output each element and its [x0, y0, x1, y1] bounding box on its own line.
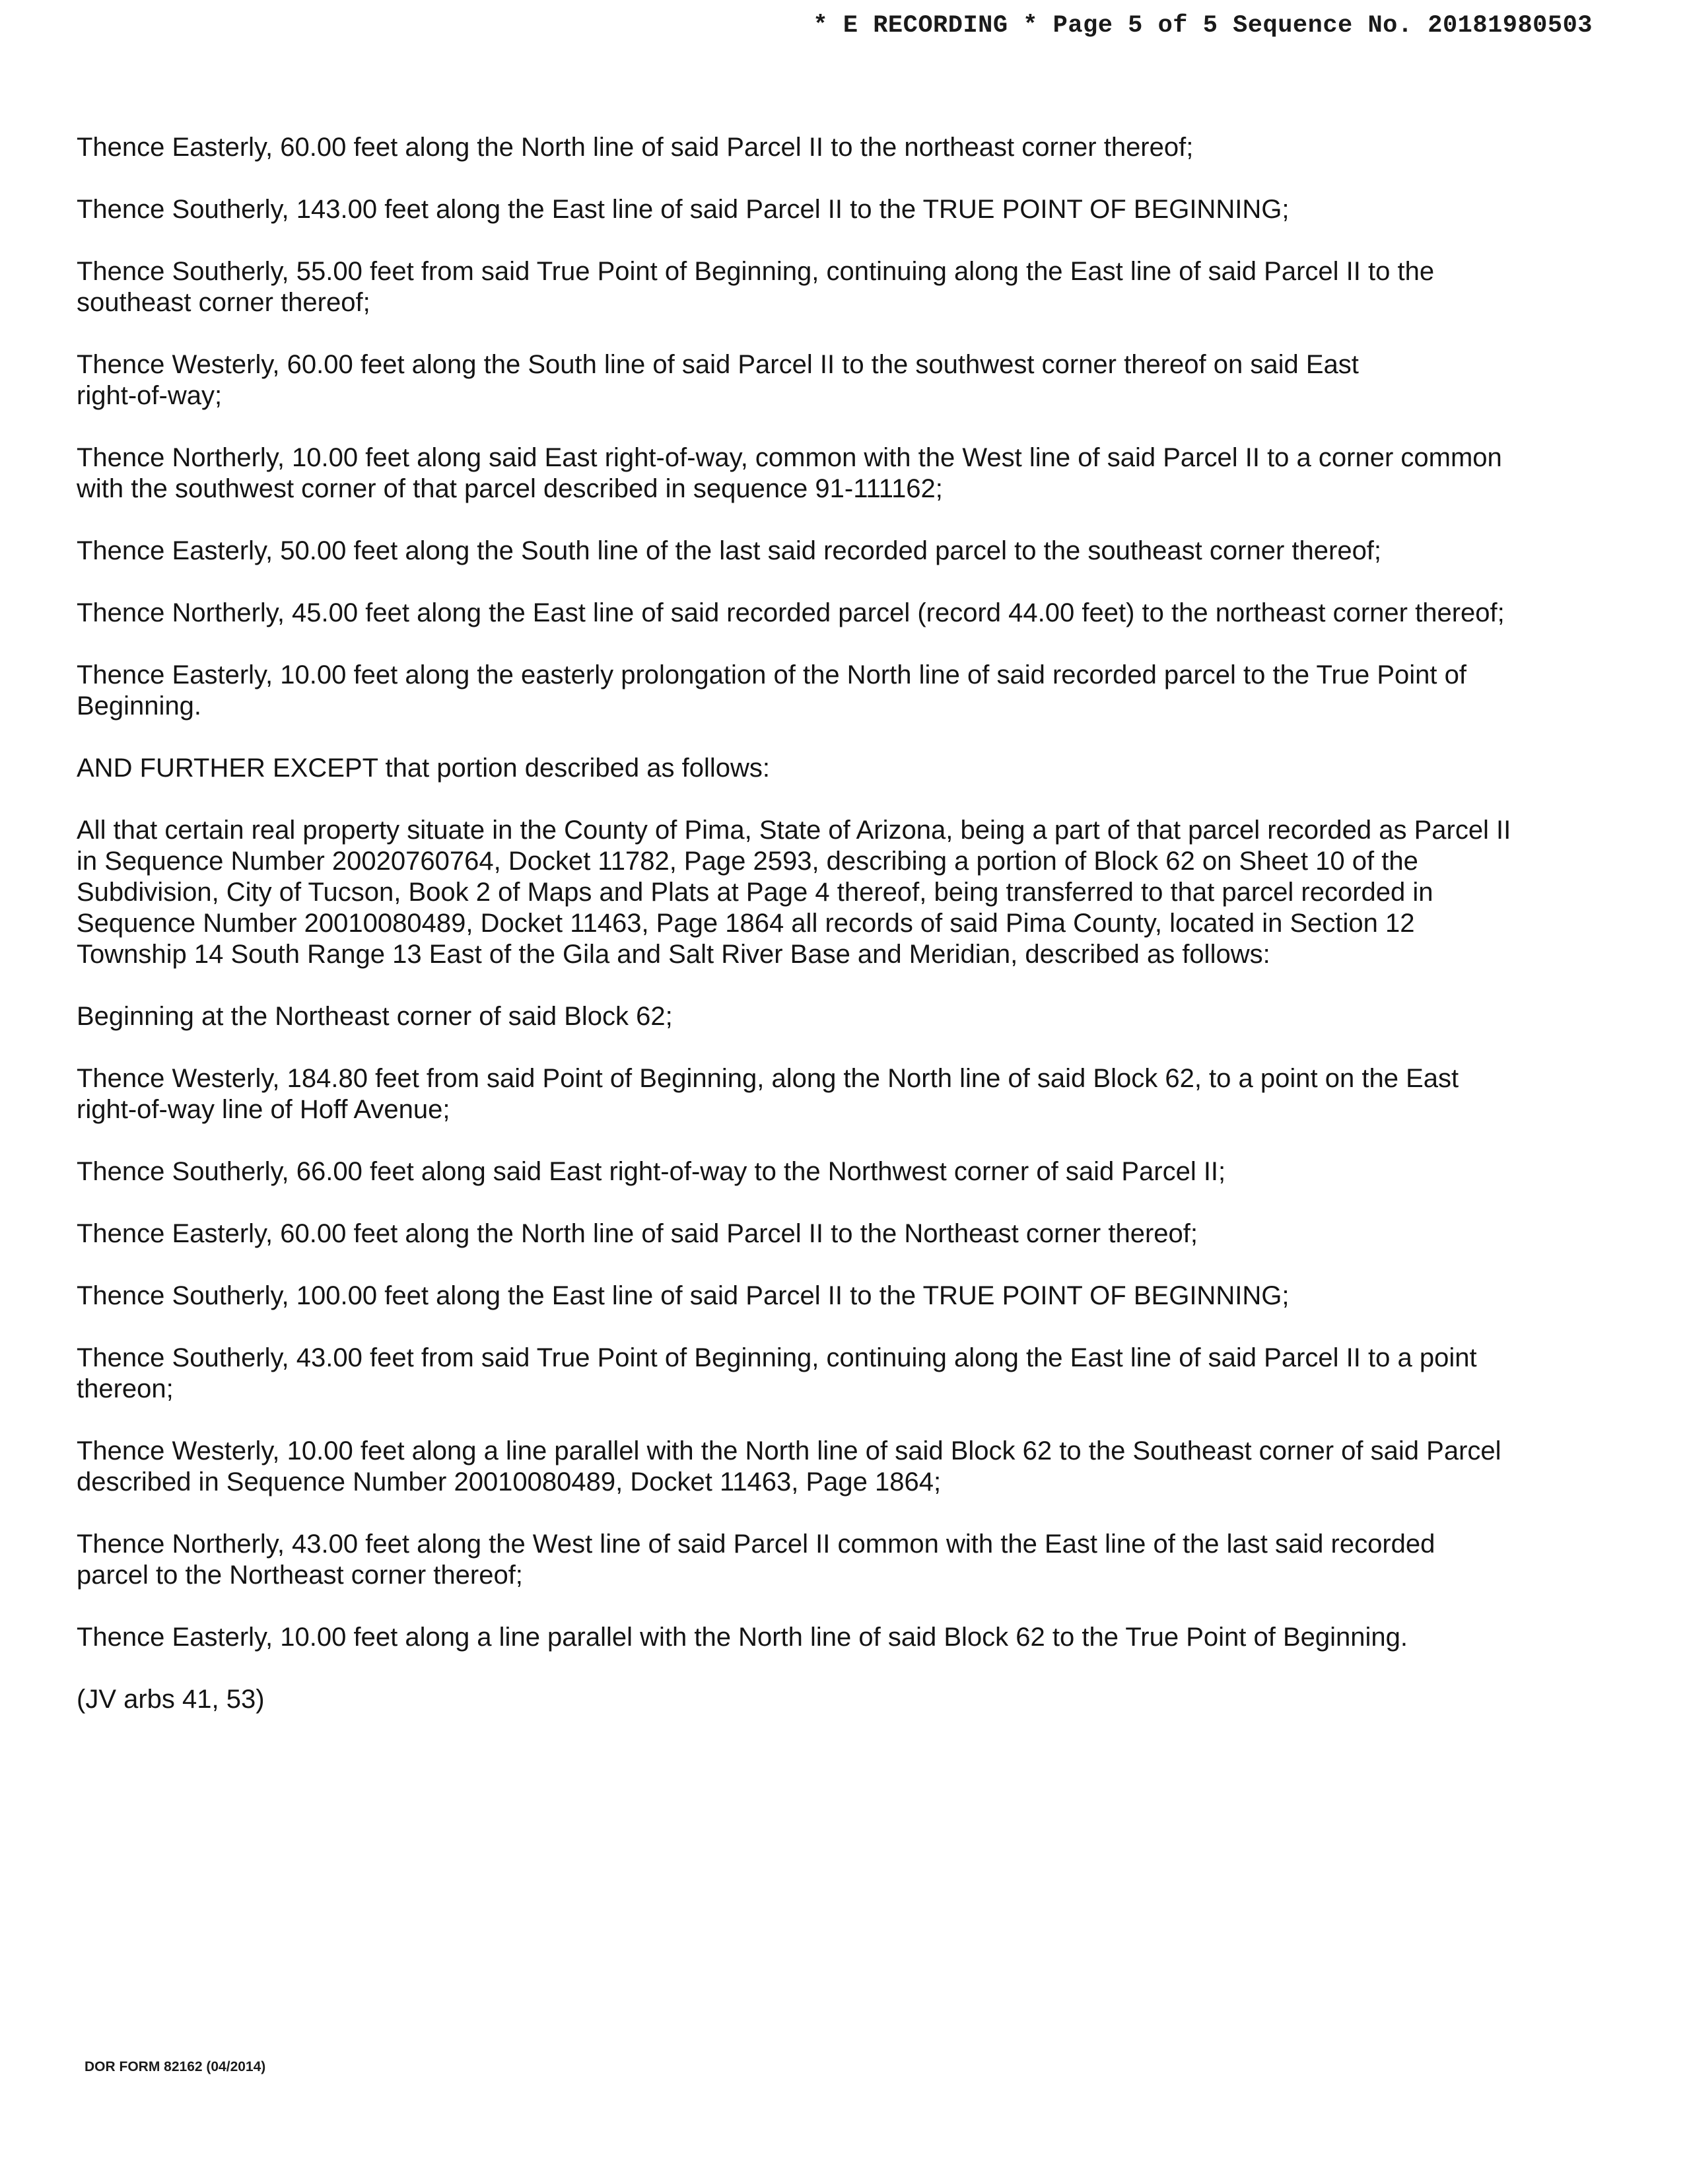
section-heading: AND FURTHER EXCEPT that portion described as follows:: [77, 754, 771, 783]
legal-paragraph: Thence Southerly, 100.00 feet along the East line of said Parcel II to the TRUE POINT OF BEGINNING;: [77, 1281, 1290, 1310]
legal-paragraph: Thence Easterly, 10.00 feet along a line parallel with the North line of said Block 62 to the True Point of Beginning.: [77, 1623, 1408, 1652]
legal-paragraph: Thence Southerly, 143.00 feet along the East line of said Parcel II to the TRUE POINT OF BEGINNING;: [77, 195, 1290, 224]
legal-paragraph: Thence Northerly, 45.00 feet along the East line of said recorded parcel (record 44.00 feet) to the northeast corner thereof;: [77, 598, 1505, 627]
recording-header: * E RECORDING * Page 5 of 5 Sequence No. 20181980503: [813, 12, 1593, 40]
legal-paragraph: Thence Southerly, 66.00 feet along said East right-of-way to the Northwest corner of said Parcel II;: [77, 1157, 1226, 1186]
legal-paragraph: Thence Westerly, 10.00 feet along a line parallel with the North line of said Block 62 to the Southeast corner of said Parcel described in Sequence Number 20010080489, Docket 11463, Page 1864;: [77, 1436, 1501, 1497]
legal-paragraph: Thence Westerly, 184.80 feet from said Point of Beginning, along the North line of said Block 62, to a point on the East right-of-way line of Hoff Avenue;: [77, 1064, 1459, 1124]
legal-paragraph: Thence Westerly, 60.00 feet along the South line of said Parcel II to the southwest corner thereof on said East right-of-way;: [77, 350, 1359, 410]
legal-paragraph: Thence Easterly, 50.00 feet along the South line of the last said recorded parcel to the southeast corner thereof;: [77, 536, 1382, 565]
reference-note: (JV arbs 41, 53): [77, 1685, 265, 1714]
legal-paragraph: Thence Easterly, 60.00 feet along the North line of said Parcel II to the Northeast corner thereof;: [77, 1219, 1198, 1248]
legal-paragraph: Beginning at the Northeast corner of said Block 62;: [77, 1002, 673, 1031]
legal-paragraph: All that certain real property situate in the County of Pima, State of Arizona, being a part of that parcel recorded as Parcel II in Sequence Number 20020760764, Docket 11782, Page 2593, describing a portion of Block 62 on Sheet 10 of the Subdivision, City of Tucson, Book 2 of Maps and Plats at Page 4 thereof, being transferred to that parcel recorded in Sequence Number 20010080489, Docket 11463, Page 1864 all records of said Pima County, located in Section 12 Township 14 South Range 13 East of the Gila and Salt River Base and Meridian, described as follows:: [77, 816, 1511, 969]
legal-paragraph: Thence Easterly, 60.00 feet along the North line of said Parcel II to the northeast corner thereof;: [77, 133, 1194, 162]
legal-paragraph: Thence Southerly, 43.00 feet from said True Point of Beginning, continuing along the East line of said Parcel II to a point thereon;: [77, 1343, 1477, 1403]
legal-paragraph: Thence Northerly, 43.00 feet along the West line of said Parcel II common with the East line of the last said recorded parcel to the Northeast corner thereof;: [77, 1530, 1435, 1590]
legal-paragraph: Thence Easterly, 10.00 feet along the easterly prolongation of the North line of said recorded parcel to the True Point of Beginning.: [77, 660, 1466, 721]
legal-paragraph: Thence Northerly, 10.00 feet along said East right-of-way, common with the West line of said Parcel II to a corner common with the southwest corner of that parcel described in sequence 91-111162;: [77, 443, 1502, 503]
legal-paragraph: Thence Southerly, 55.00 feet from said True Point of Beginning, continuing along the East line of said Parcel II to the southeast corner thereof;: [77, 257, 1435, 317]
form-number: DOR FORM 82162 (04/2014): [85, 2059, 266, 2074]
legal-description-body: [77, 132, 1589, 1746]
